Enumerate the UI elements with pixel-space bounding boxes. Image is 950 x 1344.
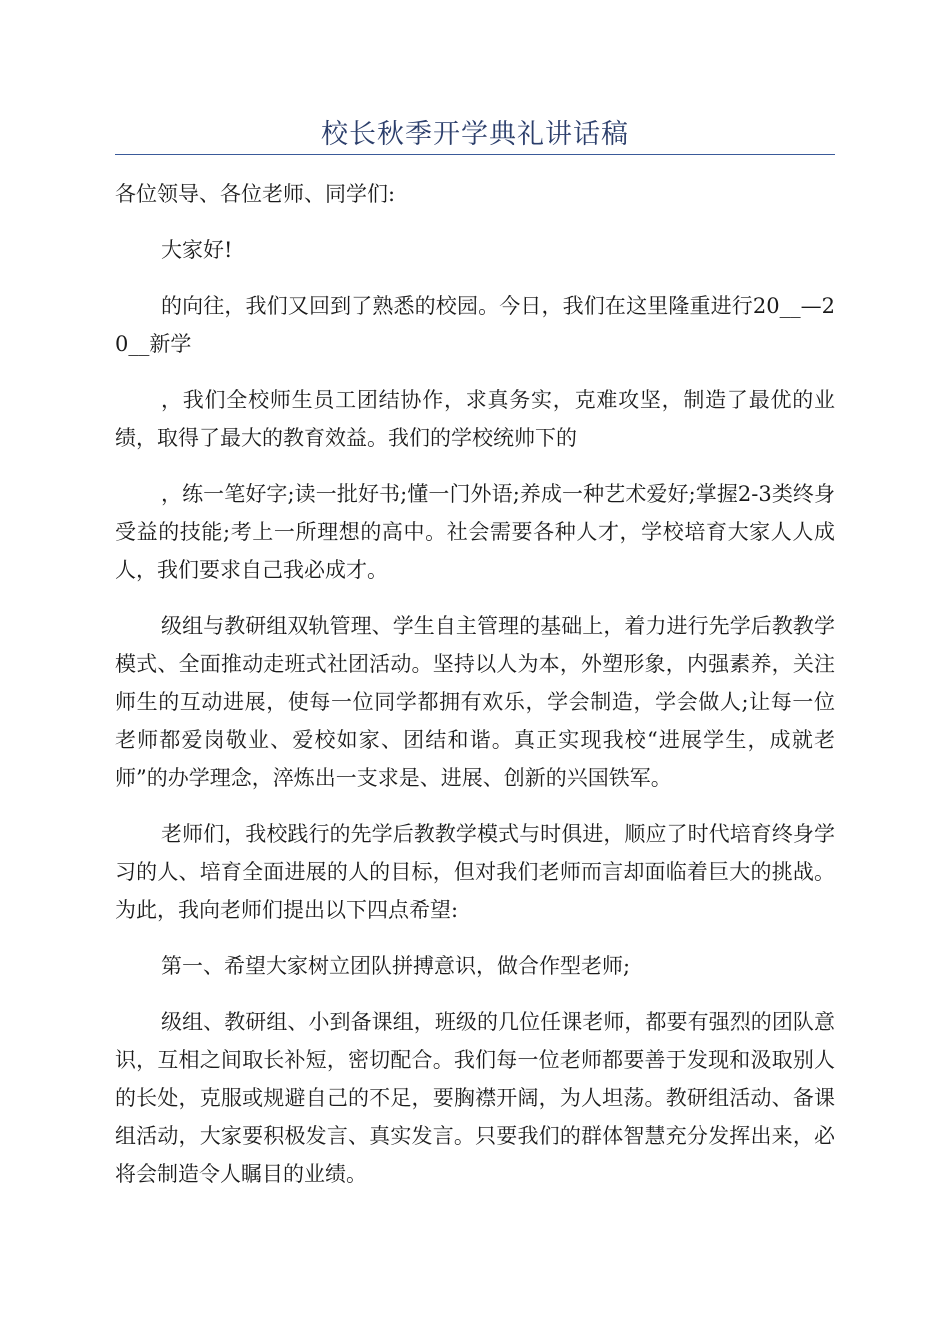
body-paragraph: 老师们，我校践行的先学后教教学模式与时俱进，顺应了时代培育终身学习的人、培育全面进展的人的目标，但对我们老师而言却面临着巨大的挑战。为此，我向老师们提出以下四点希望:	[115, 822, 835, 922]
body-paragraph: 级组与教研组双轨管理、学生自主管理的基础上，着力进行先学后教教学模式、全面推动走班式社团活动。坚持以人为本，外塑形象，内强素养，关注师生的互动进展，使每一位同学都拥有欢乐，学会制造，学会做人;让每一位老师都爱岗敬业、爱校如家、团结和谐。真正实现我校“进展学生，成就老师”的办学理念，淬炼出一支求是、进展、创新的兴国铁军。	[115, 614, 835, 790]
body-paragraph: ，我们全校师生员工团结协作，求真务实，克难攻坚，制造了最优的业绩，取得了最大的教育效益。我们的学校统帅下的	[115, 388, 835, 450]
document-body	[115, 175, 835, 1193]
document-title: 校长秋季开学典礼讲话稿	[321, 119, 629, 150]
greeting-paragraph: 大家好!	[161, 238, 233, 262]
title-underline	[115, 154, 835, 155]
body-paragraph: 第一、希望大家树立团队拼搏意识，做合作型老师;	[161, 954, 631, 978]
body-paragraph: 级组、教研组、小到备课组，班级的几位任课老师，都要有强烈的团队意识，互相之间取长补短，密切配合。我们每一位老师都要善于发现和汲取别人的长处，克服或规避自己的不足，要胸襟开阔，为人坦荡。教研组活动、备课组活动，大家要积极发言、真实发言。只要我们的群体智慧充分发挥出来，必将会制造令人瞩目的业绩。	[115, 1010, 835, 1186]
body-paragraph: ，练一笔好字;读一批好书;懂一门外语;养成一种艺术爱好;掌握2-3类终身受益的技能;考上一所理想的高中。社会需要各种人才，学校培育大家人人成人，我们要求自己我必成才。	[115, 482, 835, 582]
body-paragraph: 的向往，我们又回到了熟悉的校园。今日，我们在这里隆重进行20__—20__新学	[115, 294, 835, 356]
salutation-paragraph: 各位领导、各位老师、同学们:	[115, 182, 396, 206]
